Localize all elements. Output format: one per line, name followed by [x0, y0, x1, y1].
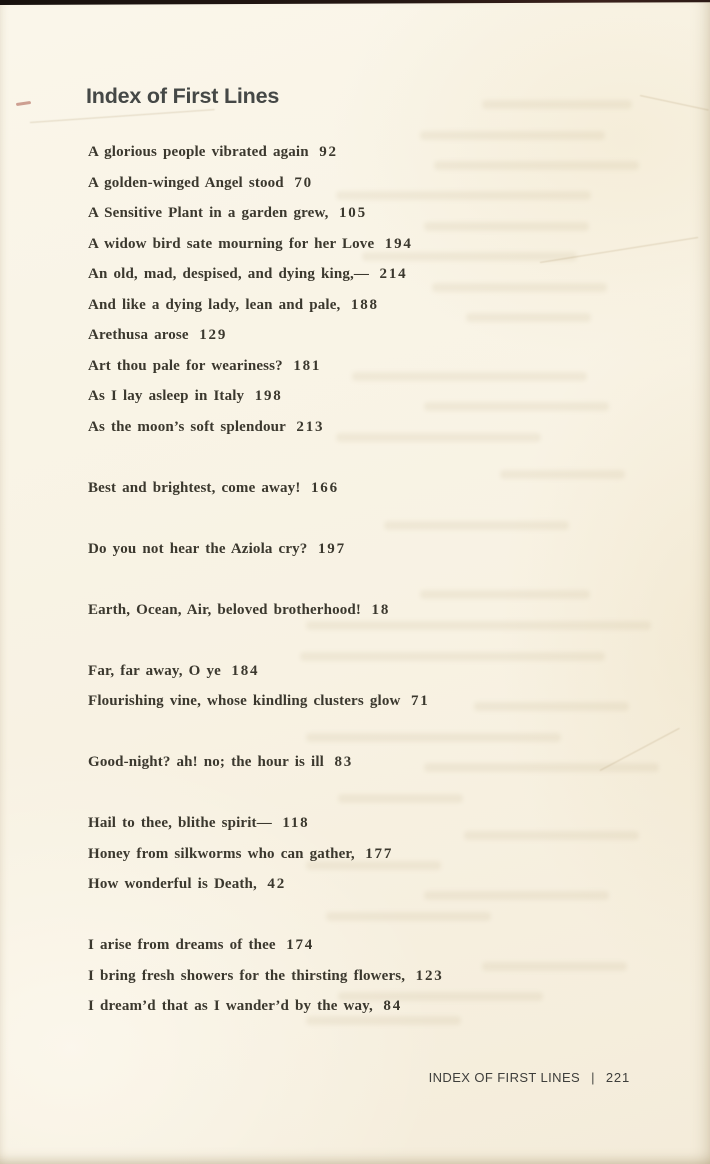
entry-page-number: 214	[379, 266, 408, 282]
first-line-text: Best and brightest, come away!	[88, 479, 301, 496]
index-entry	[88, 930, 444, 961]
first-line-text: Good-night? ah! no; the hour is ill	[88, 754, 324, 770]
show-through-smudge	[500, 470, 625, 479]
entry-page-number: 174	[286, 937, 315, 953]
index-entry	[88, 351, 444, 382]
index-entry	[88, 290, 444, 321]
first-line-text: And like a dying lady, lean and pale,	[88, 296, 341, 313]
show-through-smudge	[420, 590, 590, 599]
index-group	[88, 808, 444, 900]
entry-page-number: 194	[384, 235, 413, 252]
scan-top-edge	[0, 0, 710, 5]
index-entry	[88, 656, 444, 687]
paper-crease	[30, 109, 215, 123]
index-group	[88, 930, 444, 1022]
index-group	[88, 473, 444, 504]
entry-page-number: 70	[294, 174, 313, 191]
footer-separator: |	[591, 1070, 595, 1085]
first-line-text: I bring fresh showers for the thirsting flowers,	[88, 967, 406, 984]
entry-page-number: 181	[293, 357, 322, 374]
show-through-smudge	[464, 831, 639, 840]
paper-crease	[600, 728, 680, 771]
index-entry	[88, 686, 444, 717]
first-line-text: How wonderful is Death,	[88, 876, 257, 892]
entry-page-number: 92	[319, 144, 338, 160]
index-entry	[88, 869, 444, 900]
show-through-smudge	[424, 763, 659, 772]
entry-page-number: 84	[383, 998, 403, 1014]
index-entry	[88, 534, 444, 565]
index-entry	[88, 198, 444, 229]
index-entry	[88, 991, 444, 1022]
first-line-text: Do you not hear the Aziola cry?	[88, 540, 308, 557]
show-through-smudge	[466, 313, 591, 322]
pencil-mark	[16, 101, 31, 106]
index-group	[88, 137, 444, 442]
entry-page-number: 188	[350, 296, 379, 313]
entry-page-number: 166	[310, 479, 339, 496]
entry-page-number: 213	[296, 418, 325, 435]
entry-page-number: 197	[317, 540, 346, 557]
entry-page-number: 198	[254, 388, 283, 404]
index-entry	[88, 961, 444, 992]
first-line-text: Earth, Ocean, Air, beloved brotherhood!	[88, 601, 362, 618]
entry-page-number: 83	[334, 754, 354, 770]
index-entry	[88, 137, 444, 168]
index-entry	[88, 412, 444, 443]
index-entry	[88, 595, 444, 626]
index-entry	[88, 168, 444, 199]
index-entry	[88, 839, 444, 870]
index-entry	[88, 229, 444, 260]
first-line-text: Flourishing vine, whose kindling clusters glow	[88, 693, 401, 709]
first-line-text: Far, far away, O ye	[88, 662, 221, 679]
index-group	[88, 656, 444, 717]
index-entry	[88, 259, 444, 290]
running-footer	[429, 1070, 630, 1085]
first-line-text: An old, mad, despised, and dying king,—	[88, 266, 370, 282]
first-line-text: Honey from silkworms who can gather,	[88, 845, 355, 862]
first-line-text: A glorious people vibrated again	[88, 144, 309, 160]
page-title: Index of First Lines	[86, 84, 280, 108]
first-line-text: Arethusa arose	[88, 327, 189, 343]
show-through-smudge	[474, 702, 629, 711]
index-entry	[88, 473, 444, 504]
index-entry	[88, 381, 444, 412]
entry-page-number: 71	[410, 693, 430, 709]
show-through-smudge	[424, 402, 609, 411]
entry-page-number: 18	[371, 601, 391, 618]
entry-page-number: 177	[365, 845, 394, 862]
footer-section-label: INDEX OF FIRST LINES	[428, 1070, 581, 1085]
paper-crease	[640, 95, 709, 111]
first-line-text: I dream’d that as I wander’d by the way,	[88, 998, 373, 1014]
index-list	[88, 137, 444, 1022]
show-through-smudge	[424, 222, 589, 231]
show-through-smudge	[420, 131, 605, 140]
show-through-smudge	[482, 962, 627, 971]
first-line-text: Hail to thee, blithe spirit—	[88, 815, 272, 831]
first-line-text: As the moon’s soft splendour	[88, 418, 286, 435]
first-line-text: A golden-winged Angel stood	[88, 174, 284, 191]
entry-page-number: 184	[231, 662, 260, 679]
index-entry	[88, 808, 444, 839]
entry-page-number: 105	[339, 205, 367, 221]
index-entry	[88, 747, 444, 778]
show-through-smudge	[482, 100, 632, 109]
first-line-text: A widow bird sate mourning for her Love	[88, 235, 375, 252]
first-line-text: I arise from dreams of thee	[88, 937, 276, 953]
entry-page-number: 123	[415, 967, 444, 984]
first-line-text: A Sensitive Plant in a garden grew,	[88, 205, 329, 221]
index-entry	[88, 320, 444, 351]
show-through-smudge	[432, 283, 607, 292]
paper-crease	[540, 237, 698, 263]
first-line-text: Art thou pale for weariness?	[88, 357, 283, 374]
first-line-text: As I lay asleep in Italy	[88, 388, 245, 404]
entry-page-number: 129	[199, 327, 228, 343]
entry-page-number: 42	[267, 876, 287, 892]
index-group	[88, 534, 444, 565]
show-through-smudge	[434, 161, 639, 170]
entry-page-number: 118	[282, 815, 310, 831]
index-group	[88, 595, 444, 626]
footer-page-number: 221	[605, 1070, 630, 1085]
show-through-smudge	[424, 891, 609, 900]
index-group	[88, 747, 444, 778]
